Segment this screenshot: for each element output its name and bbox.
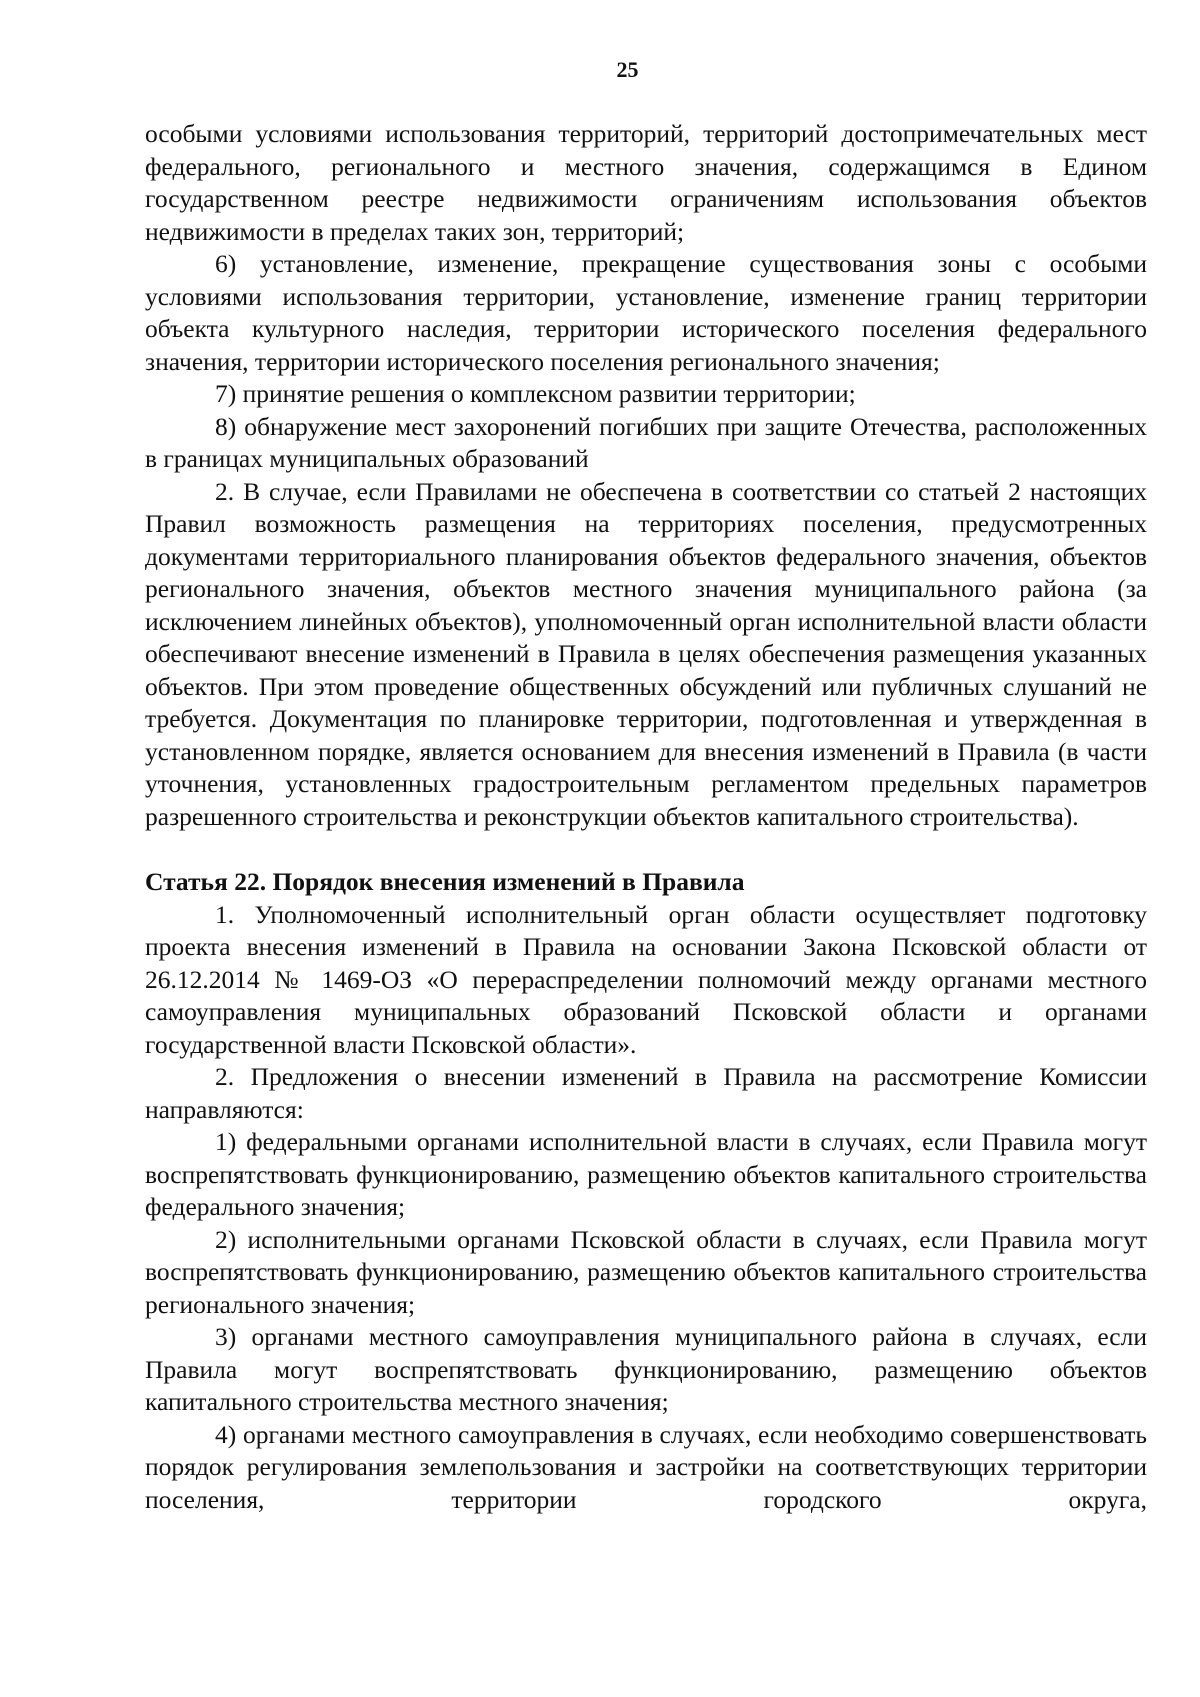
paragraph-continuation: особыми условиями использования территорий, территорий достопримечательных мест федерального, регионального и местного значения, содержащимся в Едином государственном реестре недвижимости ограничениям использования объектов недвижимости в пределах таких зон, территорий; [145,119,1147,246]
list-item-2: 2) исполнительными органами Псковской области в случаях, если Правила могут воспрепятствовать функционированию, размещению объектов капитального строительства регионального значения; [145,1224,1147,1319]
list-item-7: 7) принятие решения о комплексном развитии территории; [215,379,856,408]
list-item-4: 4) органами местного самоуправления в случаях, если необходимо совершенствовать порядок регулирования землепользования и застройки на соответствующих территории поселения, территории городского округа, [145,1419,1147,1514]
document-body [145,118,1147,1516]
article-heading: Статья 22. Порядок внесения изменений в Правила [145,867,745,896]
list-item-8: 8) обнаружение мест захоронений погибших при защите Отечества, расположенных в границах муниципальных образований [145,411,1147,473]
paragraph-clause-2: 2. В случае, если Правилами не обеспечена в соответствии со статьей 2 настоящих Правил возможность размещения на территориях поселения, предусмотренных документами территориального планирования объектов федерального значения, объектов регионального значения, объектов местного значения муниципального района (за исключением линейных объектов), уполномоченный орган исполнительной власти области обеспечивают внесение изменений в Правила в целях обеспечения размещения указанных объектов. При этом проведение общественных обсуждений или публичных слушаний не требуется. Документация по планировке территории, подготовленная и утвержденная в установленном порядке, является основанием для внесения изменений в Правила (в части уточнения, установленных градостроительным регламентом предельных параметров разрешенного строительства и реконструкции объектов капитального строительства). [145,476,1147,831]
list-item-1: 1) федеральными органами исполнительной власти в случаях, если Правила могут воспрепятствовать функционированию, размещению объектов капитального строительства федерального значения; [145,1127,1147,1221]
list-item-6: 6) установление, изменение, прекращение существования зоны с особыми условиями использования территории, установление, изменение границ территории объекта культурного наследия, территории исторического поселения федерального значения, территории исторического поселения регионального значения; [145,249,1147,376]
page-number: 25 [616,57,639,82]
paragraph-clause-1: 1. Уполномоченный исполнительный орган области осуществляет подготовку проекта внесения изменений в Правила на основании Закона Псковской области от 26.12.2014 № 1469-ОЗ «О перераспределении полномочий между органами местного самоуправления муниципальных образований Псковской области и органами государственной власти Псковской области». [145,899,1147,1059]
paragraph-clause-2-proposals: 2. Предложения о внесении изменений в Правила на рассмотрение Комиссии направляются: [145,1062,1147,1124]
list-item-3: 3) органами местного самоуправления муниципального района в случаях, если Правила могут воспрепятствовать функционированию, размещению объектов капитального строительства местного значения; [145,1322,1147,1416]
